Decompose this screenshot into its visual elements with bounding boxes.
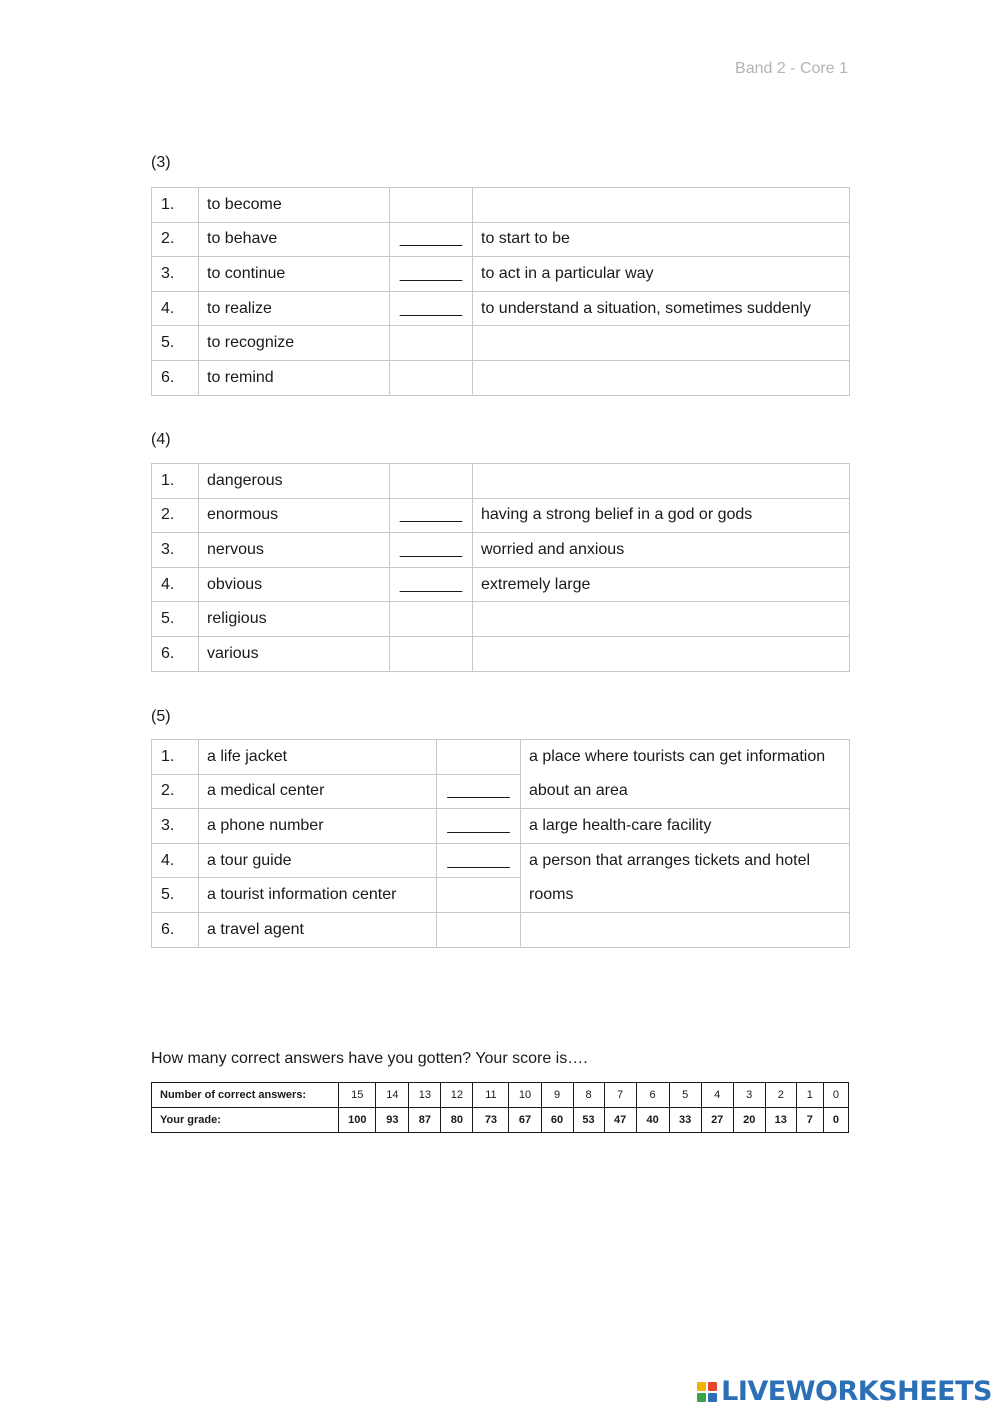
answer-blank — [437, 740, 521, 775]
table-row — [152, 498, 850, 533]
answer-blank — [437, 878, 521, 913]
answer-blank — [390, 464, 473, 499]
grade-cell: 27 — [701, 1108, 733, 1133]
grade-cell: 73 — [473, 1108, 509, 1133]
table-row — [152, 602, 850, 637]
logo-blocks-icon — [697, 1382, 717, 1402]
row-number: 2. — [152, 774, 199, 809]
grade-cell: 33 — [669, 1108, 701, 1133]
word-cell: religious — [199, 602, 390, 637]
row-number: 5. — [152, 602, 199, 637]
definition-cell — [473, 464, 850, 499]
correct-count-cell: 15 — [339, 1083, 376, 1108]
grade-cell: 7 — [796, 1108, 823, 1133]
correct-count-cell: 6 — [636, 1083, 669, 1108]
section-label-3: (3) — [151, 154, 171, 171]
definition-cell — [473, 360, 850, 395]
answer-blank — [390, 636, 473, 671]
definition-cell: a place where tourists can get information about an area — [521, 740, 850, 809]
row-number: 1. — [152, 740, 199, 775]
answer-blank[interactable] — [390, 188, 473, 223]
answer-blank[interactable]: _______ — [390, 291, 473, 326]
table-row — [152, 636, 850, 671]
definition-cell: having a strong belief in a god or gods — [473, 498, 850, 533]
definition-cell: extremely large — [473, 567, 850, 602]
correct-count-cell: 5 — [669, 1083, 701, 1108]
table-row — [152, 740, 850, 775]
logo-text: LIVEWORKSHEETS — [721, 1376, 992, 1407]
row-number: 4. — [152, 567, 199, 602]
grade-cell: 80 — [441, 1108, 473, 1133]
answer-blank — [390, 326, 473, 361]
word-cell: dangerous — [199, 464, 390, 499]
word-cell: obvious — [199, 567, 390, 602]
row-number: 5. — [152, 878, 199, 913]
correct-count-cell: 1 — [796, 1083, 823, 1108]
grade-cell: 100 — [339, 1108, 376, 1133]
correct-count-cell: 0 — [823, 1083, 848, 1108]
definition-cell: a person that arranges tickets and hotel rooms — [521, 843, 850, 912]
correct-count-cell: 3 — [733, 1083, 765, 1108]
correct-count-cell: 7 — [604, 1083, 636, 1108]
row-number: 1. — [152, 188, 199, 223]
definition-cell — [473, 602, 850, 637]
liveworksheets-logo — [697, 1376, 992, 1407]
row-number: 2. — [152, 498, 199, 533]
word-cell: to become — [199, 188, 390, 223]
matching-table-4 — [151, 463, 850, 672]
grade-cell: 40 — [636, 1108, 669, 1133]
row-number: 2. — [152, 222, 199, 257]
definition-cell — [473, 636, 850, 671]
word-cell: a medical center — [199, 774, 437, 809]
definition-cell — [521, 912, 850, 947]
row-number: 3. — [152, 809, 199, 844]
answer-blank[interactable]: _______ — [390, 533, 473, 568]
table-row — [152, 809, 850, 844]
definition-cell: worried and anxious — [473, 533, 850, 568]
word-cell: a tourist information center — [199, 878, 437, 913]
definition-cell: to start to be — [473, 222, 850, 257]
definition-cell — [473, 326, 850, 361]
row-number: 3. — [152, 533, 199, 568]
matching-table-3 — [151, 187, 850, 396]
answer-blank[interactable]: _______ — [390, 567, 473, 602]
row-number: 4. — [152, 291, 199, 326]
correct-count-cell: 9 — [541, 1083, 573, 1108]
table-row — [152, 257, 850, 292]
row-number: 3. — [152, 257, 199, 292]
word-cell: a tour guide — [199, 843, 437, 878]
word-cell: a phone number — [199, 809, 437, 844]
score-table — [151, 1082, 849, 1133]
correct-count-cell: 2 — [765, 1083, 796, 1108]
definition-cell — [473, 188, 850, 223]
grade-cell: 13 — [765, 1108, 796, 1133]
score-question: How many correct answers have you gotten? Your score is…. — [151, 1050, 588, 1067]
answer-blank[interactable]: _______ — [390, 222, 473, 257]
word-cell: to continue — [199, 257, 390, 292]
word-cell: a travel agent — [199, 912, 437, 947]
row-number: 6. — [152, 636, 199, 671]
definition-cell: to understand a situation, sometimes suddenly — [473, 291, 850, 326]
word-cell: various — [199, 636, 390, 671]
grade-label: Your grade: — [152, 1108, 339, 1133]
section-label-4: (4) — [151, 431, 171, 448]
word-cell: enormous — [199, 498, 390, 533]
answer-blank[interactable]: _______ — [437, 774, 521, 809]
word-cell: to realize — [199, 291, 390, 326]
correct-count-cell: 13 — [409, 1083, 441, 1108]
grade-cell: 60 — [541, 1108, 573, 1133]
table-row — [152, 464, 850, 499]
row-number: 6. — [152, 360, 199, 395]
table-row — [152, 326, 850, 361]
grade-cell: 20 — [733, 1108, 765, 1133]
grade-row — [152, 1108, 849, 1133]
table-row — [152, 533, 850, 568]
row-number: 5. — [152, 326, 199, 361]
table-row — [152, 188, 850, 223]
table-row — [152, 291, 850, 326]
answer-blank[interactable]: _______ — [390, 498, 473, 533]
correct-count-cell: 11 — [473, 1083, 509, 1108]
definition-cell: to act in a particular way — [473, 257, 850, 292]
word-cell: to remind — [199, 360, 390, 395]
correct-count-cell: 14 — [376, 1083, 409, 1108]
correct-answers-label: Number of correct answers: — [152, 1083, 339, 1108]
table-row — [152, 912, 850, 947]
answer-blank — [390, 602, 473, 637]
grade-cell: 87 — [409, 1108, 441, 1133]
correct-count-cell: 12 — [441, 1083, 473, 1108]
grade-cell: 0 — [823, 1108, 848, 1133]
word-cell: a life jacket — [199, 740, 437, 775]
grade-cell: 47 — [604, 1108, 636, 1133]
answer-blank[interactable]: _______ — [390, 257, 473, 292]
word-cell: nervous — [199, 533, 390, 568]
table-row — [152, 567, 850, 602]
answer-blank — [390, 360, 473, 395]
table-row — [152, 222, 850, 257]
matching-table-5 — [151, 739, 850, 948]
answer-blank — [437, 912, 521, 947]
correct-count-cell: 4 — [701, 1083, 733, 1108]
definition-cell: a large health-care facility — [521, 809, 850, 844]
row-number: 4. — [152, 843, 199, 878]
section-label-5: (5) — [151, 708, 171, 725]
word-cell: to behave — [199, 222, 390, 257]
grade-cell: 93 — [376, 1108, 409, 1133]
row-number: 6. — [152, 912, 199, 947]
answer-blank[interactable]: _______ — [437, 843, 521, 878]
correct-count-cell: 10 — [509, 1083, 541, 1108]
answer-blank[interactable]: _______ — [437, 809, 521, 844]
correct-answers-row — [152, 1083, 849, 1108]
page-header: Band 2 - Core 1 — [735, 60, 848, 77]
table-row — [152, 843, 850, 878]
table-row — [152, 360, 850, 395]
correct-count-cell: 8 — [573, 1083, 604, 1108]
word-cell: to recognize — [199, 326, 390, 361]
grade-cell: 67 — [509, 1108, 541, 1133]
grade-cell: 53 — [573, 1108, 604, 1133]
row-number: 1. — [152, 464, 199, 499]
